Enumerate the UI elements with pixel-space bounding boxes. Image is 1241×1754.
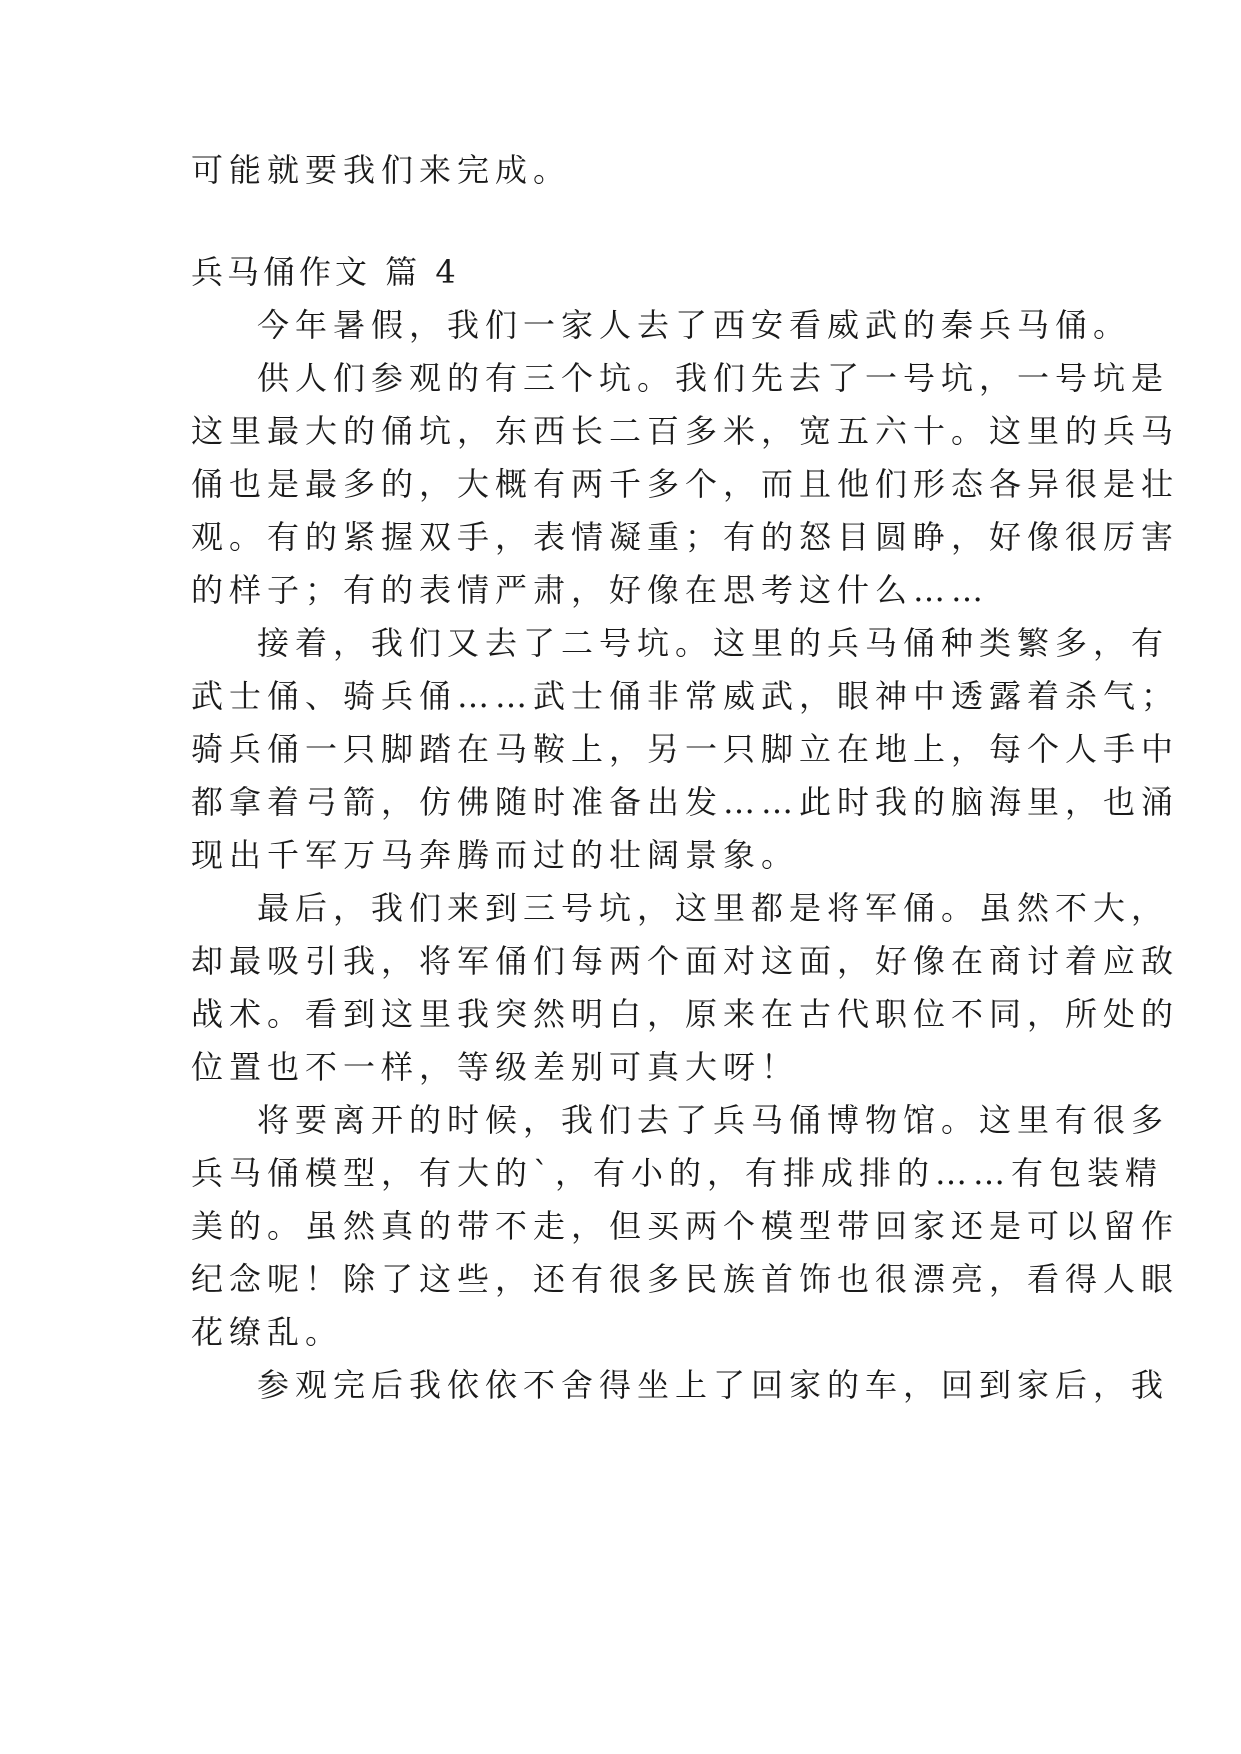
paragraph-line: 战术。看到这里我突然明白，原来在古代职位不同，所处的 (191, 995, 1180, 1033)
paragraph-line: 骑兵俑一只脚踏在马鞍上，另一只脚立在地上，每个人手中 (191, 730, 1180, 768)
paragraph-line: 现出千军万马奔腾而过的壮阔景象。 (191, 836, 800, 874)
paragraph-line: 都拿着弓箭，仿佛随时准备出发……此时我的脑海里，也涌 (191, 783, 1180, 821)
paragraph-line: 的样子；有的表情严肃，好像在思考这什么…… (191, 571, 990, 609)
paragraph-line: 武士俑、骑兵俑……武士俑非常威武，眼神中透露着杀气； (191, 677, 1180, 715)
paragraph-line: 花缭乱。 (191, 1313, 344, 1351)
paragraph-line: 将要离开的时候，我们去了兵马俑博物馆。这里有很多 (257, 1101, 1170, 1139)
paragraph-line: 供人们参观的有三个坑。我们先去了一号坑，一号坑是 (257, 359, 1170, 397)
continuation-text: 可能就要我们来完成。 (191, 151, 572, 189)
section-title: 兵马俑作文 篇 4 (191, 253, 460, 291)
paragraph-line: 兵马俑模型，有大的`，有小的，有排成排的……有包装精 (191, 1154, 1164, 1192)
paragraph-line: 位置也不一样，等级差别可真大呀！ (191, 1048, 800, 1086)
paragraph-line: 俑也是最多的，大概有两千多个，而且他们形态各异很是壮 (191, 465, 1180, 503)
paragraph-line: 今年暑假，我们一家人去了西安看威武的秦兵马俑。 (257, 306, 1132, 344)
paragraph-line: 接着，我们又去了二号坑。这里的兵马俑种类繁多，有 (257, 624, 1170, 662)
paragraph-line: 这里最大的俑坑，东西长二百多米，宽五六十。这里的兵马 (191, 412, 1180, 450)
paragraph-line: 美的。虽然真的带不走，但买两个模型带回家还是可以留作 (191, 1207, 1180, 1245)
paragraph-line: 参观完后我依依不舍得坐上了回家的车，回到家后，我 (257, 1366, 1170, 1404)
paragraph-line: 最后，我们来到三号坑，这里都是将军俑。虽然不大， (257, 889, 1170, 927)
paragraph-line: 纪念呢！除了这些，还有很多民族首饰也很漂亮，看得人眼 (191, 1260, 1180, 1298)
paragraph-line: 观。有的紧握双手，表情凝重；有的怒目圆睁，好像很厉害 (191, 518, 1180, 556)
paragraph-line: 却最吸引我，将军俑们每两个面对这面，好像在商讨着应敌 (191, 942, 1180, 980)
